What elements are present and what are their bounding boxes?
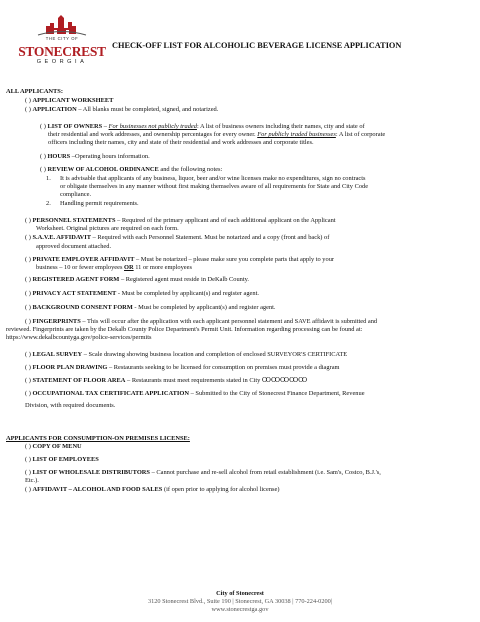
item-fingerprints-line-2: reviewed. Fingerprints are taken by the Dekalb County Police Department's Permit Unit. Information regarding processing can be found at: <box>6 326 363 333</box>
premises-heading: APPLICANTS FOR CONSUMPTION-ON PREMISES LICENSE: <box>6 435 190 442</box>
item-food-sales-affidavit: ( ) AFFIDAVIT – ALCOHOL AND FOOD SALES (if open prior to applying for alcohol license) <box>25 486 280 493</box>
item-background-consent: ( ) BACKGROUND CONSENT FORM - Must be completed by applicant(s) and register agent. <box>25 304 276 311</box>
item-privacy-act: ( ) PRIVACY ACT STATEMENT - Must be completed by applicant(s) and register agent. <box>25 290 259 297</box>
item-employer-affidavit: ( ) PRIVATE EMPLOYER AFFIDAVIT – Must be notarized – please make sure you complete parts that apply to your <box>25 256 335 263</box>
item-save-affidavit: ( ) S.A.V.E. AFFIDAVIT – Required with each Personnel Statement. Must be notarized and a copy (front and back) of <box>25 234 330 241</box>
fingerprints-link[interactable]: https://www.dekalbcountyga.gov/police-services/permits <box>6 334 152 341</box>
item-save-line-2: approved document attached. <box>36 243 112 250</box>
item-application: ( ) APPLICATION – All blanks must be completed, signed, and notarized. <box>25 106 219 113</box>
item-fingerprints: ( ) FINGERPRINTS – This will occur after the application with each applicant personnel statement and SAVE affidavit is submitted and <box>25 318 378 325</box>
item-wholesale: ( ) LIST OF WHOLESALE DISTRIBUTORS – Cannot purchase and re-sell alcohol from retail establishment (i.e. Sam's, Costco, B.J.'s, <box>25 469 381 476</box>
note-1-number: 1. <box>46 175 51 182</box>
item-employer-line-2: business – 10 or fewer employees OR 11 or more employees <box>36 264 192 271</box>
item-menu: ( ) COPY OF MENU <box>25 443 82 450</box>
logo-line-3: GEORGIA <box>36 59 88 65</box>
note-1-line-2: or obligate themselves in any manner without first making themselves aware of all requirements for State and City Code <box>60 183 369 190</box>
item-occupational-tax: ( ) OCCUPATIONAL TAX CERTIFICATE APPLICATION – Submitted to the City of Stonecrest Finance Department, Revenue <box>25 390 365 397</box>
note-1-line-3: compliance. <box>60 191 92 198</box>
footer-city: City of Stonecrest <box>216 590 264 597</box>
item-legal-survey: ( ) LEGAL SURVEY – Scale drawing showing business location and completion of enclosed SURVEYOR'S CERTIFICATE <box>25 351 348 358</box>
item-personnel-line-2: Worksheet. Original pictures are required on each form. <box>36 225 179 232</box>
skyline-icon <box>16 14 108 38</box>
item-owners: ( ) LIST OF OWNERS – For businesses not publicly traded: A list of business owners including their names, city and state of <box>40 123 365 130</box>
logo-line-2: STONECREST <box>18 44 106 59</box>
note-2-line-1: Handling permit requirements. <box>60 200 139 207</box>
item-hours: ( ) HOURS –Operating hours information. <box>40 153 150 160</box>
all-applicants-heading: ALL APPLICANTS: <box>6 88 63 95</box>
note-1-line-1: It is advisable that applicants of any business, liquor, beer and/or wine licenses make no expenditures, sign no contracts <box>60 175 366 182</box>
item-owners-line-2: their residential and work addresses, and ownership percentages for every owner. For publicly traded businesses: A list of corporate <box>48 131 386 138</box>
item-owners-line-3: officers including their names, city and state of their residential and work addresses and corporate titles. <box>48 139 314 146</box>
item-employees: ( ) LIST OF EMPLOYEES <box>25 456 99 463</box>
item-personnel: ( ) PERSONNEL STATEMENTS – Required of the primary applicant and of each additional applicant on the Applicant <box>25 217 336 224</box>
footer-website[interactable]: www.stonecrestga.gov <box>211 606 269 613</box>
page-title: CHECK-OFF LIST FOR ALCOHOLIC BEVERAGE LICENSE APPLICATION <box>112 41 402 50</box>
item-ordinance: ( ) REVIEW OF ALCOHOL ORDINANCE and the following notes: <box>40 166 223 173</box>
item-worksheet: ( ) APPLICANT WORKSHEET <box>25 97 114 104</box>
logo-line-1: THE CITY OF <box>45 36 79 41</box>
note-2-number: 2. <box>46 200 51 207</box>
item-floor-plan: ( ) FLOOR PLAN DRAWING – Restaurants seeking to be licensed for consumption on premises must provide a diagram <box>25 364 340 371</box>
item-floor-area: ( ) STATEMENT OF FLOOR AREA – Restaurants must meet requirements stated in City ꝎꝎꝎꝎꝎ <box>25 377 308 384</box>
item-registered-agent: ( ) REGISTERED AGENT FORM – Registered agent must reside in DeKalb County. <box>25 276 250 283</box>
item-occupational-line-2: Division, with required documents. <box>25 402 116 409</box>
item-wholesale-line-2: Etc.). <box>25 477 39 484</box>
city-logo <box>16 14 108 74</box>
footer-address: 3120 Stonecrest Blvd., Suite 190 | Stonecrest, GA 30038 | 770-224-0200| <box>147 598 333 605</box>
